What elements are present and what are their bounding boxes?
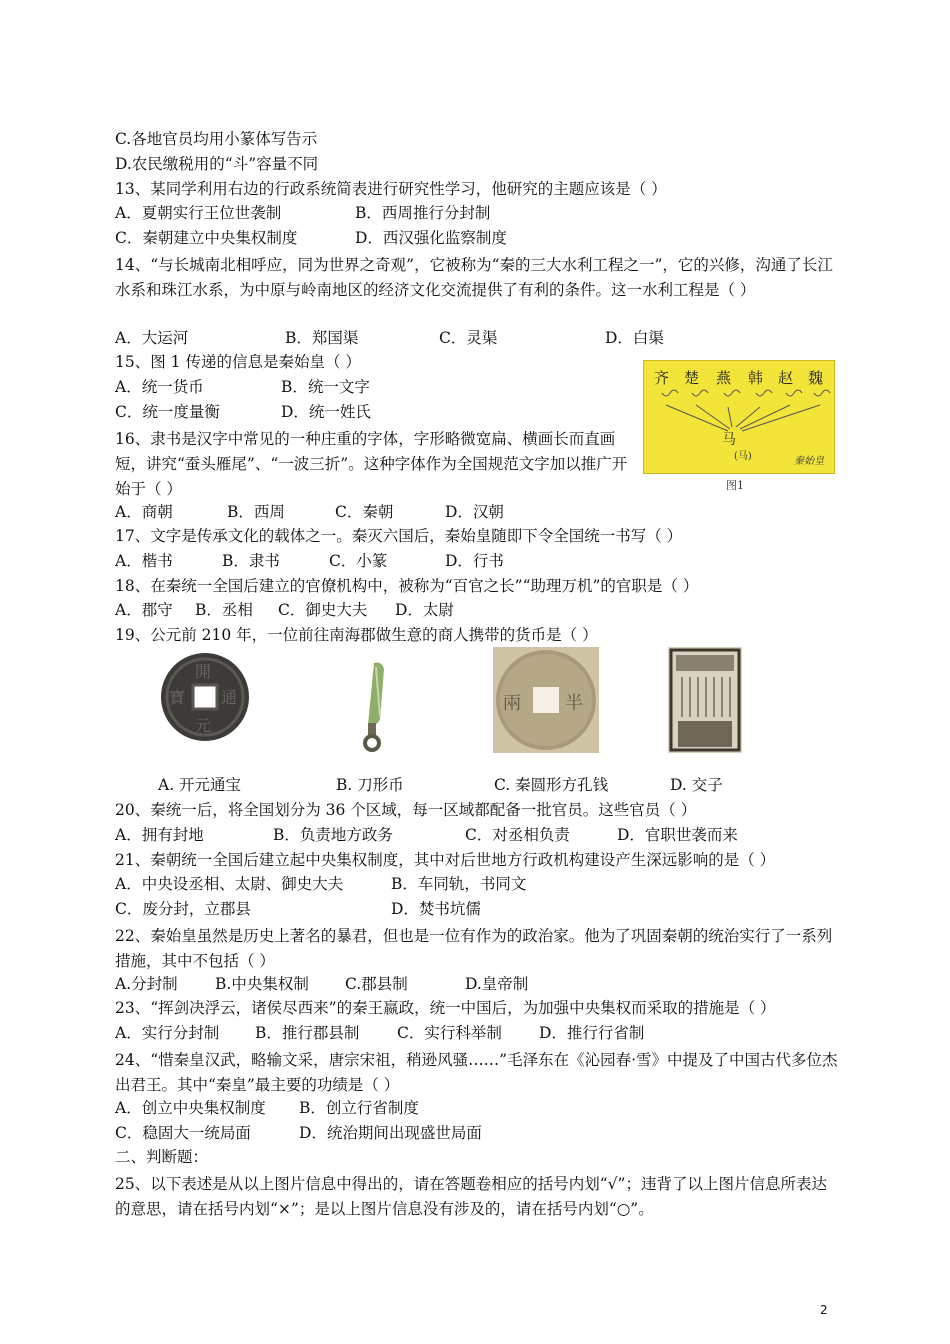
q14-option-b: B．郑国渠 (285, 329, 359, 347)
q13-options-row1 (115, 203, 490, 223)
q14-options (115, 328, 664, 348)
q20-option-d: D．官职世袭而来 (617, 826, 738, 844)
q15-option-a: A．统一货币 (115, 378, 204, 396)
q23-option-a: A．实行分封制 (115, 1024, 220, 1042)
q13-option-a: A．夏朝实行王位世袭制 (115, 204, 282, 222)
q20-option-b: B．负责地方政务 (273, 826, 393, 844)
figure-1-author: 秦始皇 (794, 456, 824, 467)
question-14: 14、“与长城南北相呼应，同为世界之奇观”，它被称为“秦的三大水利工程之一”，它的兴修，沟通了长江水系和珠江水系，为中原与岭南地区的经济文化交流提供了有利的条件。这一水利工程是（ ） (115, 256, 833, 299)
page-number: 2 (820, 1303, 828, 1317)
q13-option-b: B．西周推行分封制 (355, 204, 491, 222)
option-line-c: C.各地官员均用小篆体写告示 (115, 130, 318, 148)
q24-option-d: D．统治期间出现盛世局面 (299, 1124, 482, 1142)
q21-option-d: D．焚书坑儒 (391, 900, 481, 918)
question-20: 20、秦统一后，将全国划分为 36 个区域，每一区域都配备一批官员。这些官员（ ） (115, 801, 697, 819)
q22-option-c: C.郡县制 (345, 975, 408, 993)
q13-option-d: D．西汉强化监察制度 (355, 229, 507, 247)
q15-option-d: D．统一姓氏 (281, 403, 371, 421)
q18-option-c: C．御史大夫 (278, 601, 368, 619)
q24-options-row1 (115, 1098, 419, 1118)
q21-option-b: B．车同轨，书同文 (391, 875, 527, 893)
question-13: 13、某同学利用右边的行政系统简表进行研究性学习，他研究的主题应该是（ ） (115, 180, 667, 198)
q14-option-c: C．灵渠 (439, 329, 498, 347)
svg-text:半: 半 (565, 693, 583, 714)
q22-option-a: A.分封制 (115, 975, 178, 993)
qin-banliang-coin-image (493, 647, 599, 753)
q20-option-c: C．对丞相负责 (465, 826, 570, 844)
q22-option-d: D.皇帝制 (465, 975, 529, 993)
section-2-heading: 二、判断题： (115, 1148, 209, 1166)
q24-option-c: C．稳固大一统局面 (115, 1124, 251, 1142)
question-22: 22、秦始皇虽然是历史上著名的暴君，但也是一位有作为的政治家。他为了巩固秦朝的统治实行了一系列措施，其中不包括（ ） (115, 927, 833, 970)
q19-option-b: B. 刀形币 (336, 776, 404, 794)
svg-text:寶: 寶 (169, 688, 186, 707)
q14-option-a: A．大运河 (115, 329, 189, 347)
q15-options-row2 (115, 402, 371, 422)
q24-option-b: B．创立行省制度 (299, 1099, 419, 1117)
figure-1-caption: 图1 (726, 479, 744, 492)
q16-option-b: B．西周 (227, 503, 285, 521)
q17-options (115, 551, 504, 571)
question-16: 16、隶书是汉字中常见的一种庄重的字体，字形略微宽扁、横画长而直画短，讲究“蚕头雁尾”、“一波三折”。这种字体作为全国规范文字加以推广开始于（ ） (115, 430, 628, 498)
state-zhao: 赵 (778, 369, 794, 387)
q15-option-c: C．统一度量衡 (115, 403, 220, 421)
q18-option-d: D．太尉 (395, 601, 454, 619)
kaiyuan-tongbao-coin-image (157, 647, 257, 747)
q24-options-row2 (115, 1123, 482, 1143)
question-23: 23、“挥剑决浮云，诸侯尽西来”的秦王嬴政，统一中国后，为加强中央集权而采取的措施是（ ） (115, 999, 776, 1017)
question-25: 25、以下表述是从以上图片信息中得出的，请在答题卷相应的括号内划“√”；违背了以上图片信息所表达的意思，请在括号内划“×”；是以上图片信息没有涉及的，请在括号内划“○”。 (115, 1175, 827, 1218)
q19-option-d: D. 交子 (670, 776, 723, 794)
q18-options (115, 600, 454, 620)
q16-option-d: D．汉朝 (445, 503, 504, 521)
question-18: 18、在秦统一全国后建立的官僚机构中，被称为“百官之长”“助理万机”的官职是（ ） (115, 577, 699, 595)
unified-character-note: (马) (734, 451, 752, 462)
q23-option-b: B．推行郡县制 (255, 1024, 360, 1042)
q13-options-row2 (115, 228, 507, 248)
q18-option-b: B．丞相 (195, 601, 253, 619)
q19-option-a: A. 开元通宝 (158, 776, 242, 794)
jiaozi-banknote-image (668, 647, 742, 753)
q22-options (115, 974, 528, 994)
question-19: 19、公元前 210 年，一位前往南海郡做生意的商人携带的货币是（ ） (115, 626, 598, 644)
q24-option-a: A．创立中央集权制度 (115, 1099, 266, 1117)
svg-text:通: 通 (221, 688, 238, 707)
question-15: 15、图 1 传递的信息是秦始皇（ ） (115, 353, 361, 371)
question-17: 17、文字是传承文化的载体之一。秦灭六国后，秦始皇随即下令全国统一书写（ ） (115, 527, 683, 545)
q15-options-row1 (115, 377, 370, 397)
q16-option-c: C．秦朝 (335, 503, 394, 521)
state-chu: 楚 (684, 369, 700, 387)
q23-option-c: C．实行科举制 (397, 1024, 502, 1042)
q23-option-d: D．推行行省制 (539, 1024, 645, 1042)
q20-option-a: A．拥有封地 (115, 826, 204, 844)
q13-option-c: C．秦朝建立中央集权制度 (115, 229, 298, 247)
q20-options (115, 825, 738, 845)
svg-text:元: 元 (195, 716, 212, 735)
question-21: 21、秦朝统一全国后建立起中央集权制度，其中对后世地方行政机构建设产生深远影响的是（ ） (115, 851, 776, 869)
q21-option-c: C．废分封，立郡县 (115, 900, 251, 918)
q21-options-row1 (115, 874, 526, 894)
q21-options-row2 (115, 899, 481, 919)
q21-option-a: A．中央设丞相、太尉、御史大夫 (115, 875, 344, 893)
option-line-d: D.农民缴税用的“斗”容量不同 (115, 155, 319, 173)
state-wei: 魏 (808, 369, 824, 387)
question-24: 24、“惜秦皇汉武，略输文采，唐宗宋祖，稍逊风骚……”毛泽东在《沁园春·雪》中提及了中国古代多位杰出君王。其中“秦皇”最主要的功绩是（ ） (115, 1051, 838, 1094)
state-qi: 齐 (654, 369, 670, 387)
q18-option-a: A．郡守 (115, 601, 173, 619)
q15-option-b: B．统一文字 (281, 378, 370, 396)
q17-option-d: D．行书 (445, 552, 504, 570)
q16-option-a: A．商朝 (115, 503, 173, 521)
svg-text:兩: 兩 (503, 693, 521, 714)
q17-option-a: A．楷书 (115, 552, 173, 570)
q16-options (115, 502, 504, 522)
unified-character: 马 (722, 432, 736, 448)
figure-1-script-unification (643, 360, 835, 474)
q22-option-b: B.中央集权制 (215, 975, 309, 993)
state-han: 韩 (748, 369, 764, 387)
svg-text:開: 開 (195, 662, 212, 681)
q19-option-c: C. 秦圆形方孔钱 (494, 776, 609, 794)
q14-option-d: D．白渠 (605, 329, 664, 347)
q23-options (115, 1023, 644, 1043)
q17-option-c: C．小篆 (329, 552, 388, 570)
state-yan: 燕 (716, 369, 732, 387)
knife-coin-image (346, 659, 410, 755)
q17-option-b: B．隶书 (222, 552, 280, 570)
